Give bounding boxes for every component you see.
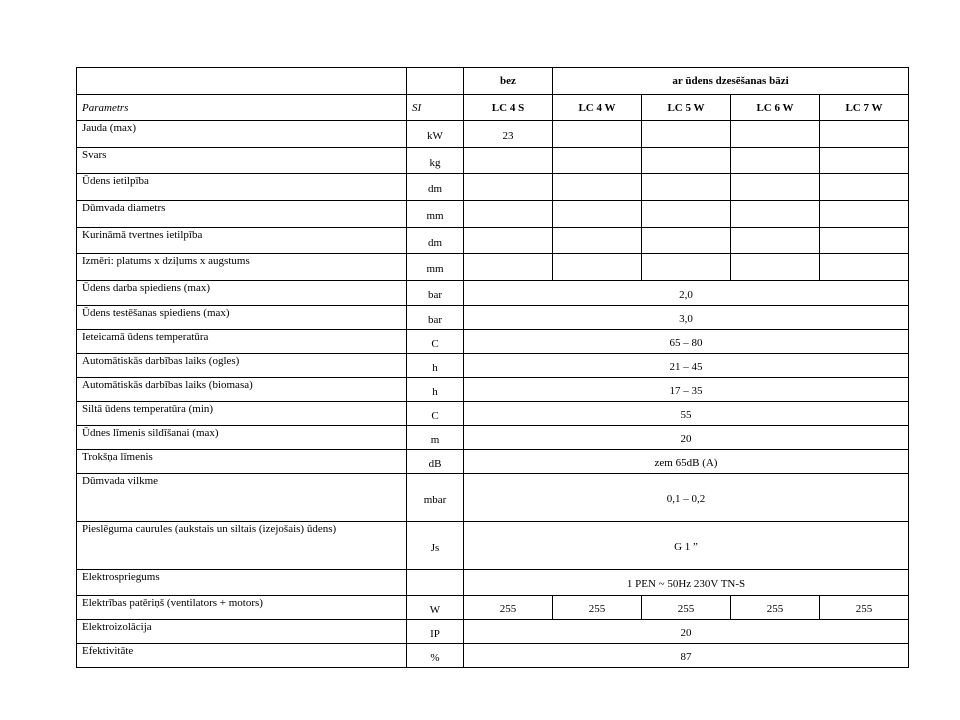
param-cell: Kurināmā tvertnes ietilpība xyxy=(77,228,407,254)
value-cell-merged: 87 xyxy=(464,644,909,668)
table-row xyxy=(77,121,909,148)
value-cell xyxy=(642,201,731,228)
unit-cell: kg xyxy=(407,148,464,174)
header-empty-param xyxy=(77,68,407,95)
value-cell xyxy=(820,201,909,228)
unit-cell: Js xyxy=(407,522,464,570)
value-cell xyxy=(553,174,642,201)
table-row xyxy=(77,281,909,306)
table-row xyxy=(77,450,909,474)
value-cell: 255 xyxy=(731,596,820,620)
table-row xyxy=(77,620,909,644)
table-row xyxy=(77,330,909,354)
table-row xyxy=(77,148,909,174)
value-cell: 255 xyxy=(464,596,553,620)
unit-cell: C xyxy=(407,330,464,354)
value-cell xyxy=(553,201,642,228)
header-model: LC 4 S xyxy=(464,95,553,121)
unit-cell: bar xyxy=(407,306,464,330)
header-group-without: bez xyxy=(464,68,553,95)
param-cell: Ūdens testēšanas spiediens (max) xyxy=(77,306,407,330)
param-cell: Automātiskās darbības laiks (biomasa) xyxy=(77,378,407,402)
param-cell: Svars xyxy=(77,148,407,174)
param-cell: Pieslēguma caurules (aukstais un siltais (izejošais) ūdens) xyxy=(77,522,407,570)
unit-cell: W xyxy=(407,596,464,620)
value-cell xyxy=(820,254,909,281)
value-cell xyxy=(464,254,553,281)
table-row xyxy=(77,354,909,378)
unit-cell: dm xyxy=(407,174,464,201)
param-cell: Ieteicamā ūdens temperatūra xyxy=(77,330,407,354)
param-cell: Elektroizolācija xyxy=(77,620,407,644)
value-cell xyxy=(553,254,642,281)
value-cell: 255 xyxy=(553,596,642,620)
header-empty-unit xyxy=(407,68,464,95)
table-row xyxy=(77,522,909,570)
header-model: LC 7 W xyxy=(820,95,909,121)
unit-cell xyxy=(407,570,464,596)
param-cell: Siltā ūdens temperatūra (min) xyxy=(77,402,407,426)
unit-cell: mbar xyxy=(407,474,464,522)
param-cell: Elektrības patēriņš (ventilators + motors) xyxy=(77,596,407,620)
table-row xyxy=(77,570,909,596)
table-row xyxy=(77,254,909,281)
value-cell xyxy=(553,148,642,174)
value-cell xyxy=(464,174,553,201)
unit-cell: bar xyxy=(407,281,464,306)
value-cell xyxy=(820,148,909,174)
param-cell: Dūmvada vilkme xyxy=(77,474,407,522)
value-cell xyxy=(731,254,820,281)
value-cell xyxy=(642,254,731,281)
value-cell-merged: 20 xyxy=(464,426,909,450)
unit-cell: IP xyxy=(407,620,464,644)
value-cell xyxy=(642,148,731,174)
value-cell xyxy=(642,228,731,254)
param-cell: Ūdens ietilpība xyxy=(77,174,407,201)
value-cell: 255 xyxy=(642,596,731,620)
value-cell xyxy=(553,228,642,254)
param-cell: Efektivitāte xyxy=(77,644,407,668)
unit-cell: m xyxy=(407,426,464,450)
unit-cell: dm xyxy=(407,228,464,254)
param-cell: Izmēri: platums x dziļums x augstums xyxy=(77,254,407,281)
value-cell: 23 xyxy=(464,121,553,148)
table-row xyxy=(77,596,909,620)
value-cell-merged: zem 65dB (A) xyxy=(464,450,909,474)
value-cell-merged: 3,0 xyxy=(464,306,909,330)
value-cell-merged: 20 xyxy=(464,620,909,644)
header-model: LC 6 W xyxy=(731,95,820,121)
value-cell-merged: 17 – 35 xyxy=(464,378,909,402)
header-group-with: ar ūdens dzesēšanas bāzi xyxy=(553,68,909,95)
value-cell-merged: 1 PEN ~ 50Hz 230V TN-S xyxy=(464,570,909,596)
table-row xyxy=(77,228,909,254)
table-row xyxy=(77,474,909,522)
param-cell: Ūdens darba spiediens (max) xyxy=(77,281,407,306)
value-cell xyxy=(820,121,909,148)
param-cell: Elektrospriegums xyxy=(77,570,407,596)
value-cell xyxy=(820,174,909,201)
value-cell xyxy=(820,228,909,254)
table-body xyxy=(77,68,909,668)
param-cell: Trokšņa līmenis xyxy=(77,450,407,474)
header-model: LC 4 W xyxy=(553,95,642,121)
value-cell-merged: 0,1 – 0,2 xyxy=(464,474,909,522)
value-cell-merged: G 1 ” xyxy=(464,522,909,570)
value-cell xyxy=(464,148,553,174)
value-cell xyxy=(642,121,731,148)
header-param-label: Parametrs xyxy=(77,95,407,121)
unit-cell: C xyxy=(407,402,464,426)
table-row xyxy=(77,306,909,330)
value-cell xyxy=(731,201,820,228)
value-cell xyxy=(731,148,820,174)
table-row xyxy=(77,402,909,426)
unit-cell: mm xyxy=(407,201,464,228)
param-cell: Dūmvada diametrs xyxy=(77,201,407,228)
table-row xyxy=(77,174,909,201)
value-cell xyxy=(642,174,731,201)
header-row-groups xyxy=(77,68,909,95)
table-row xyxy=(77,378,909,402)
unit-cell: dB xyxy=(407,450,464,474)
value-cell xyxy=(464,201,553,228)
value-cell xyxy=(731,228,820,254)
unit-cell: mm xyxy=(407,254,464,281)
value-cell-merged: 21 – 45 xyxy=(464,354,909,378)
value-cell: 255 xyxy=(820,596,909,620)
header-model: LC 5 W xyxy=(642,95,731,121)
specifications-table xyxy=(76,67,909,668)
value-cell-merged: 65 – 80 xyxy=(464,330,909,354)
value-cell xyxy=(553,121,642,148)
header-unit-label: SI xyxy=(407,95,464,121)
param-cell: Ūdnes līmenis sildīšanai (max) xyxy=(77,426,407,450)
value-cell xyxy=(731,174,820,201)
unit-cell: h xyxy=(407,378,464,402)
table-row xyxy=(77,426,909,450)
unit-cell: h xyxy=(407,354,464,378)
unit-cell: kW xyxy=(407,121,464,148)
value-cell-merged: 55 xyxy=(464,402,909,426)
unit-cell: % xyxy=(407,644,464,668)
table-row xyxy=(77,201,909,228)
value-cell xyxy=(464,228,553,254)
param-cell: Jauda (max) xyxy=(77,121,407,148)
param-cell: Automātiskās darbības laiks (ogles) xyxy=(77,354,407,378)
value-cell-merged: 2,0 xyxy=(464,281,909,306)
header-row-models xyxy=(77,95,909,121)
table-row xyxy=(77,644,909,668)
value-cell xyxy=(731,121,820,148)
